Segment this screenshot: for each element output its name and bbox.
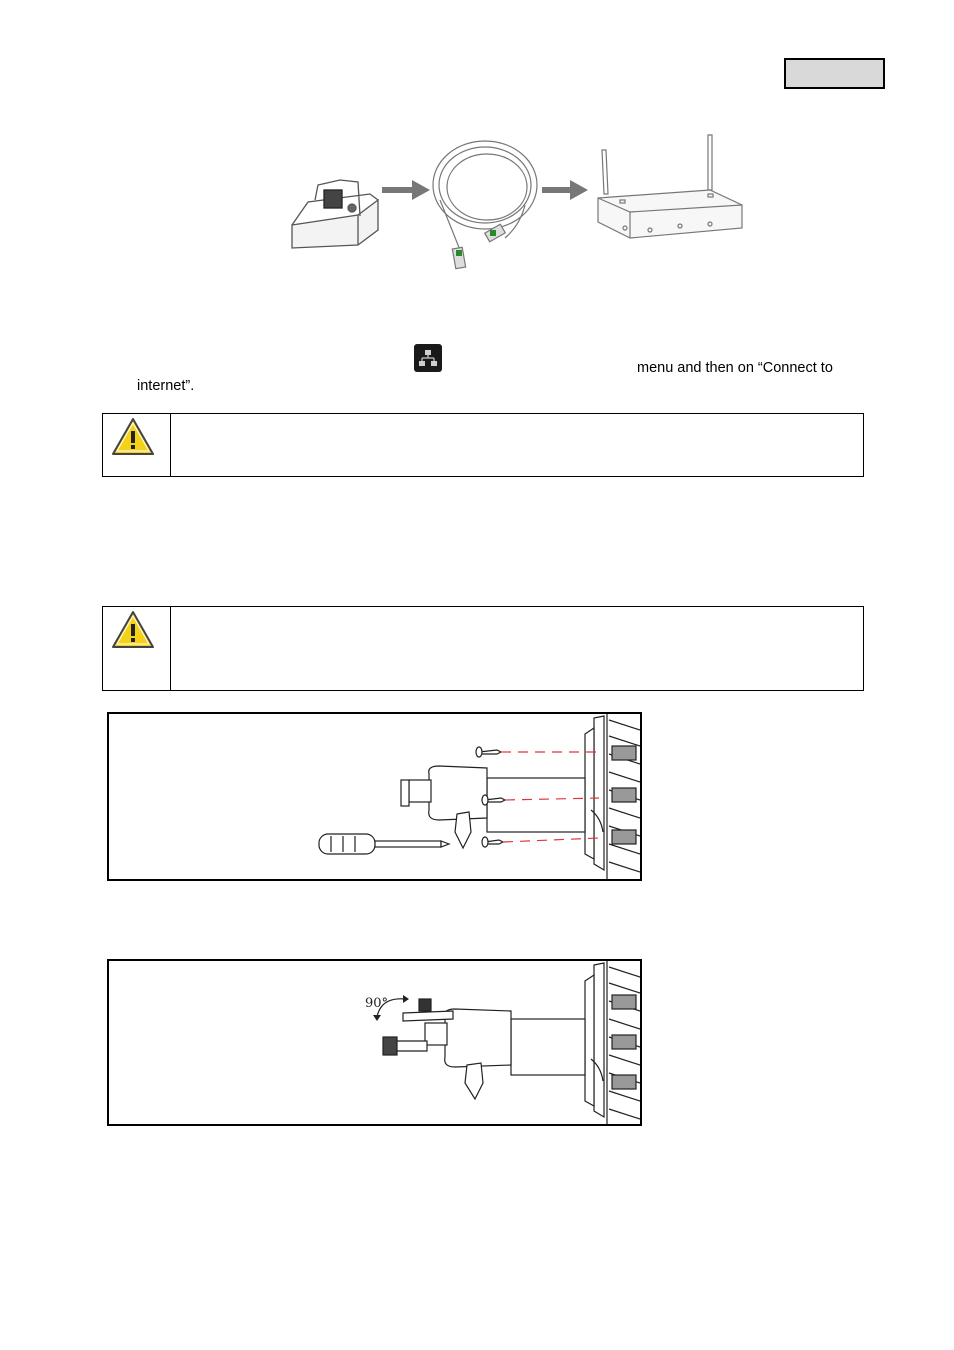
router-image bbox=[598, 135, 742, 238]
base-station-image bbox=[292, 180, 378, 248]
warning-triangle-icon bbox=[111, 417, 155, 457]
language-tab bbox=[784, 58, 885, 89]
rotation-arrow-icon bbox=[373, 1015, 381, 1021]
wall-mount-figure bbox=[107, 712, 642, 881]
warning-triangle-icon bbox=[111, 610, 155, 650]
instruction-text: menu and then on “Connect to bbox=[637, 360, 833, 376]
warning-icon-cell bbox=[103, 414, 171, 476]
bracket-adjust-figure bbox=[107, 959, 642, 1126]
wall-image bbox=[607, 961, 640, 1124]
instruction-text: internet”. bbox=[137, 378, 195, 394]
rotation-angle-label: 90° bbox=[365, 996, 389, 1011]
warning-icon-cell bbox=[103, 607, 171, 690]
network-settings-icon bbox=[414, 344, 442, 372]
arrow-icon bbox=[542, 180, 588, 200]
warning-box bbox=[102, 606, 864, 691]
network-cable-image bbox=[433, 141, 537, 269]
screwdriver-image bbox=[319, 834, 449, 854]
bracket-image bbox=[383, 999, 585, 1099]
warning-box bbox=[102, 413, 864, 477]
rotation-arrow-icon bbox=[403, 995, 409, 1003]
wall-image bbox=[607, 714, 640, 879]
connection-diagram bbox=[280, 130, 750, 280]
arrow-icon bbox=[382, 180, 430, 200]
bracket-image bbox=[401, 766, 585, 848]
